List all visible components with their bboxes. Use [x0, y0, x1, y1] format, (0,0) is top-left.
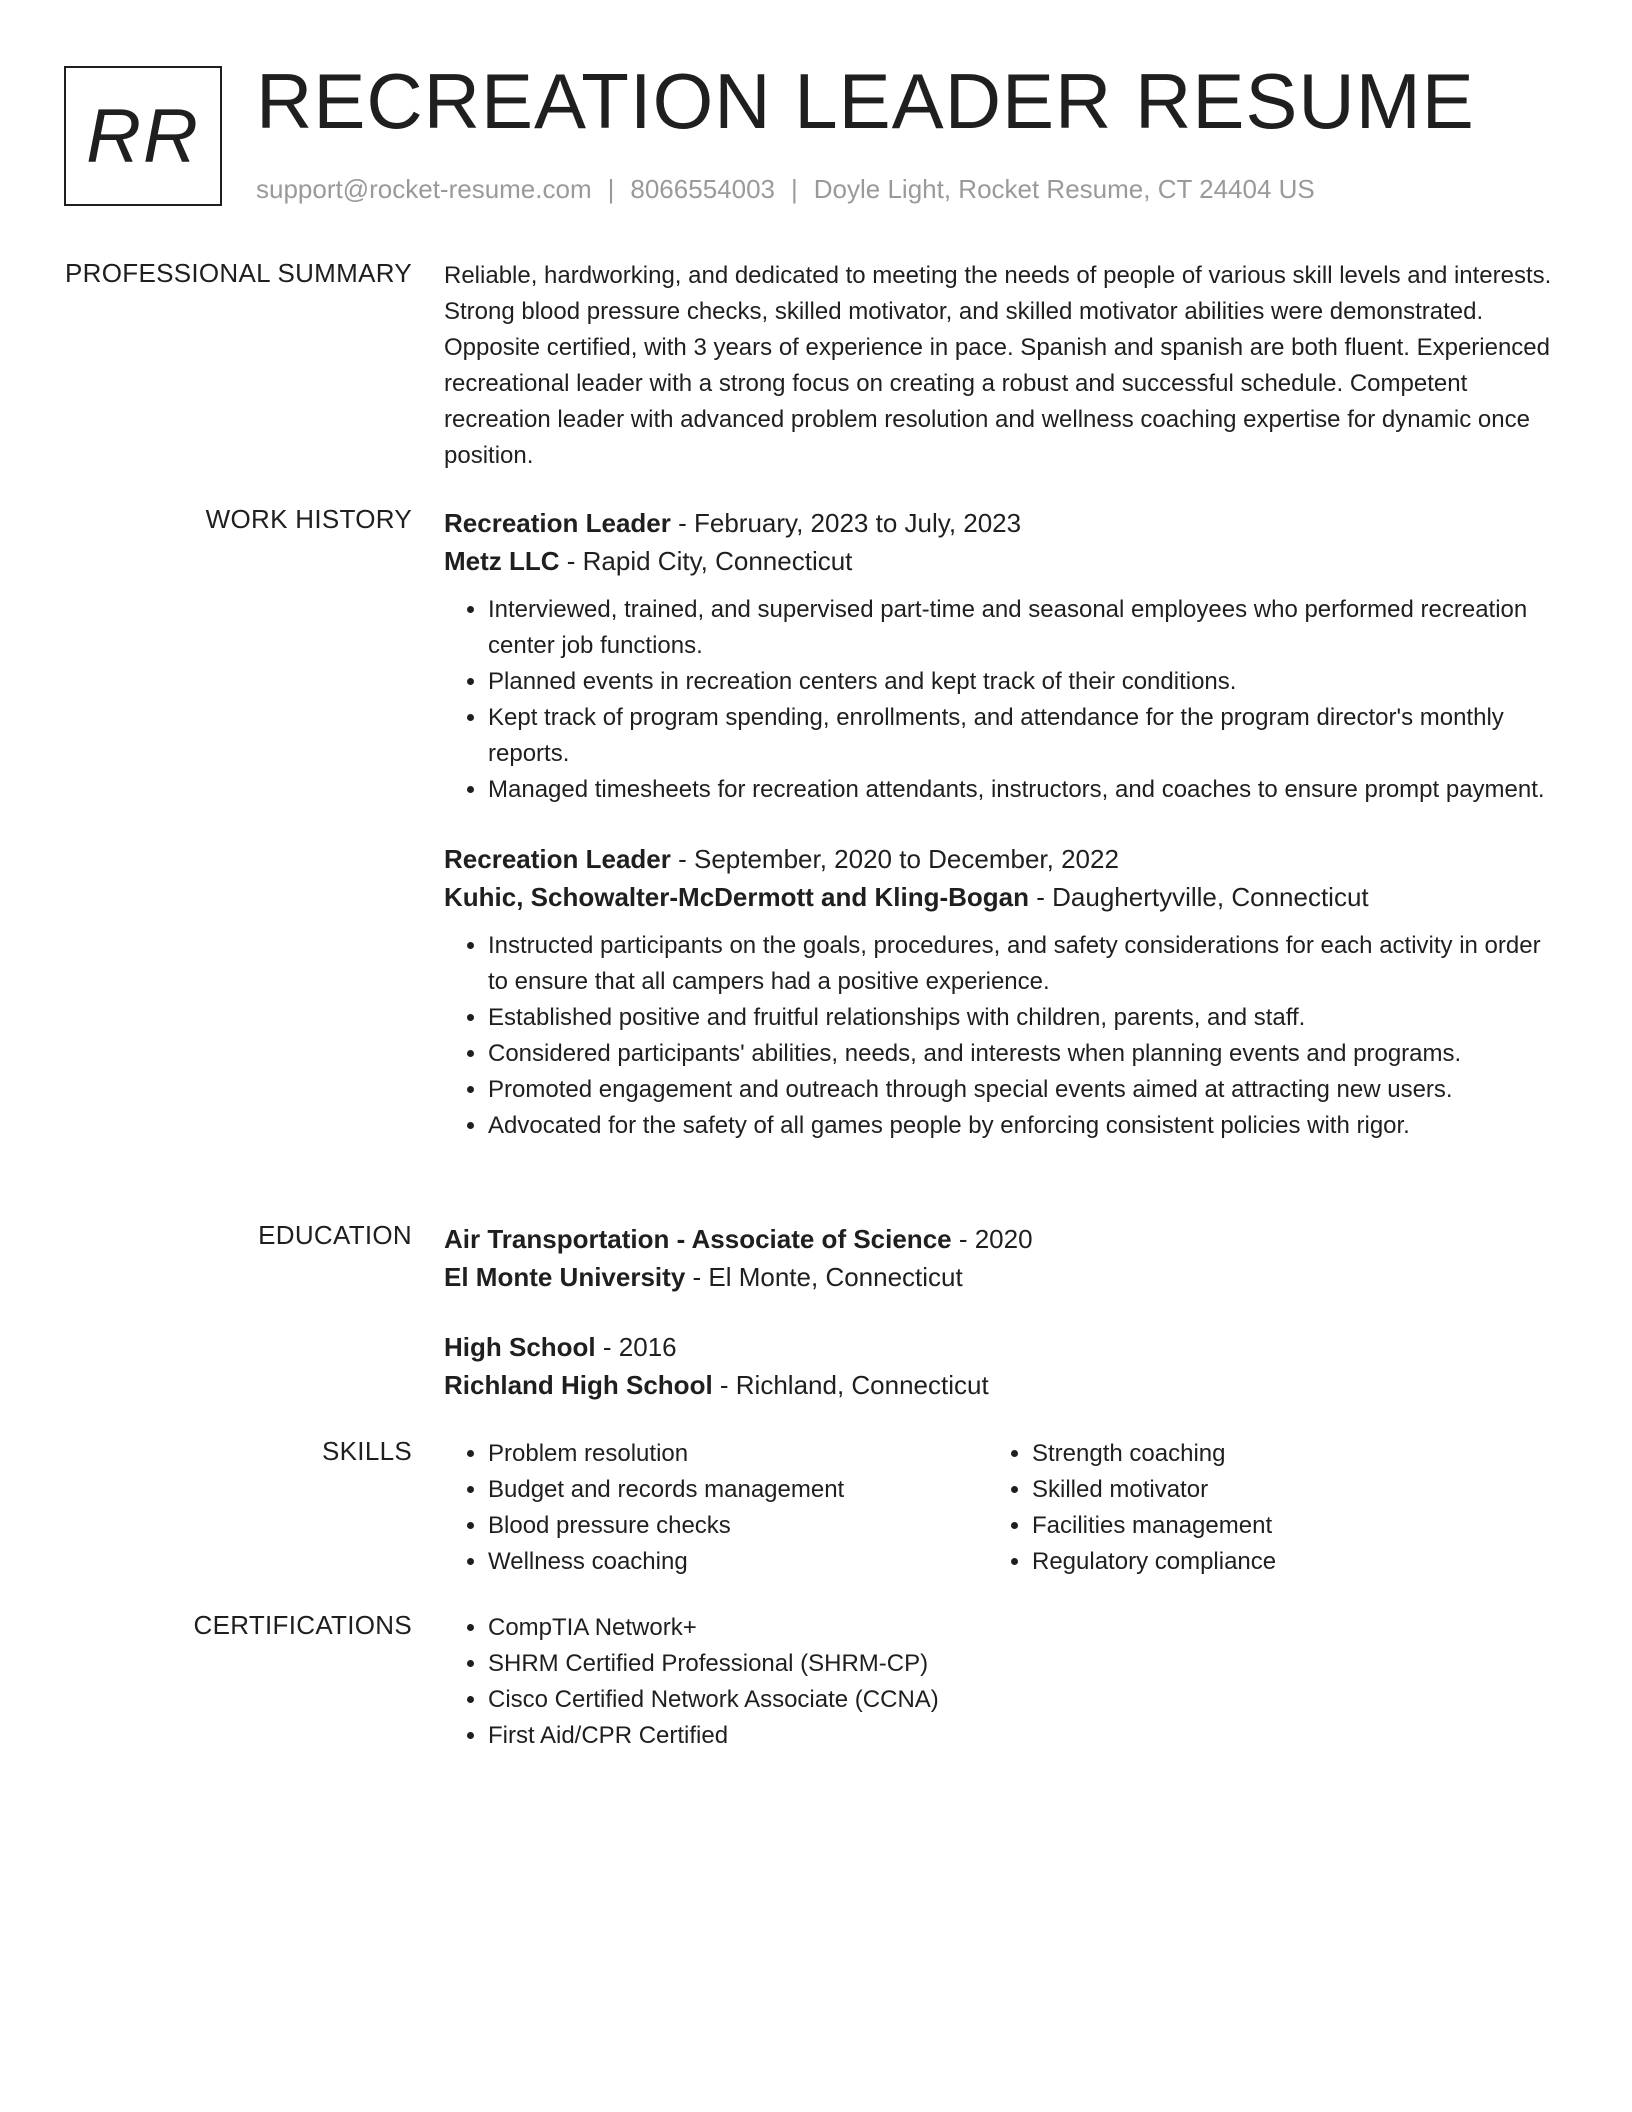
job-title-line: [444, 840, 1564, 878]
skill-item: • Blood pressure checks: [488, 1508, 988, 1544]
section-label-summary: PROFESSIONAL SUMMARY: [65, 258, 412, 288]
job-bullet: • Instructed participants on the goals, procedures, and safety considerations for each activity in order to ensure that all campers had a positive experience.: [488, 928, 1564, 1000]
job-dates: - September, 2020 to December, 2022: [670, 844, 1119, 874]
degree-year: - 2016: [595, 1332, 677, 1362]
job-company-line: [444, 878, 1564, 916]
contact-address: Doyle Light, Rocket Resume, CT 24404 US: [813, 174, 1315, 204]
job-company: Metz LLC: [444, 546, 560, 576]
job-bullets: [444, 928, 1564, 1144]
degree-line: [444, 1220, 1564, 1258]
degree: High School: [444, 1332, 596, 1362]
skills-column-right: [988, 1436, 1532, 1580]
contact-email: support@rocket-resume.com: [256, 174, 592, 204]
skill-item: • Wellness coaching: [488, 1544, 988, 1580]
section-label-education: EDUCATION: [258, 1220, 412, 1250]
job-company: Kuhic, Schowalter-McDermott and Kling-Bogan: [444, 882, 1030, 912]
section-label-certifications: CERTIFICATIONS: [193, 1610, 412, 1640]
job-bullets: [444, 592, 1564, 808]
job-bullet: • Kept track of program spending, enrollments, and attendance for the program director's monthly reports.: [488, 700, 1564, 772]
job-location: - Daughertyville, Connecticut: [1029, 882, 1369, 912]
education-entry: [444, 1220, 1564, 1296]
skill-item: • Regulatory compliance: [1032, 1544, 1532, 1580]
job-bullet: • Promoted engagement and outreach through special events aimed at attracting new users.: [488, 1072, 1564, 1108]
degree-year: - 2020: [951, 1224, 1033, 1254]
contact-line: [256, 174, 1315, 205]
contact-separator: |: [607, 174, 615, 204]
job-title: Recreation Leader: [444, 844, 671, 874]
skills-column-left: [444, 1436, 988, 1580]
job-bullet: • Planned events in recreation centers and kept track of their conditions.: [488, 664, 1564, 700]
job-entry: [444, 504, 1564, 808]
job-entry: [444, 840, 1564, 1144]
school-line: [444, 1366, 1564, 1404]
skill-item: • Budget and records management: [488, 1472, 988, 1508]
job-dates: - February, 2023 to July, 2023: [670, 508, 1022, 538]
page-title: RECREATION LEADER RESUME: [256, 57, 1475, 145]
contact-phone: 8066554003: [630, 174, 775, 204]
skill-item: • Facilities management: [1032, 1508, 1532, 1544]
job-bullet: • Managed timesheets for recreation attendants, instructors, and coaches to ensure prompt payment.: [488, 772, 1564, 808]
skill-item: • Strength coaching: [1032, 1436, 1532, 1472]
skills-grid: [444, 1436, 1564, 1580]
section-label-work: WORK HISTORY: [205, 504, 412, 534]
job-bullet: • Considered participants' abilities, needs, and interests when planning events and programs.: [488, 1036, 1564, 1072]
summary-text: Reliable, hardworking, and dedicated to meeting the needs of people of various skill levels and interests. Strong blood pressure checks, skilled motivator, and skilled motivator abilities were demonstrated. Opposite certified, with 3 years of experience in pace. Spanish and spanish are both fluent. Experienced recreational leader with a strong focus on creating a robust and successful schedule. Competent recreation leader with advanced problem resolution and wellness coaching expertise for dynamic once position.: [444, 262, 1552, 469]
job-bullet: • Established positive and fruitful relationships with children, parents, and staff.: [488, 1000, 1564, 1036]
education-entry: [444, 1328, 1564, 1404]
school-location: - Richland, Connecticut: [712, 1370, 989, 1400]
skill-item: • Skilled motivator: [1032, 1472, 1532, 1508]
job-title-line: [444, 504, 1564, 542]
certification-item: • SHRM Certified Professional (SHRM-CP): [488, 1646, 1564, 1682]
monogram-logo: RR: [64, 66, 222, 206]
skill-item: • Problem resolution: [488, 1436, 988, 1472]
certifications-list: [444, 1610, 1564, 1754]
degree-line: [444, 1328, 1564, 1366]
job-bullet: • Advocated for the safety of all games people by enforcing consistent policies with rigor.: [488, 1108, 1564, 1144]
school: El Monte University: [444, 1262, 686, 1292]
job-location: - Rapid City, Connecticut: [559, 546, 853, 576]
job-bullet: • Interviewed, trained, and supervised part-time and seasonal employees who performed recreation center job functions.: [488, 592, 1564, 664]
school-location: - El Monte, Connecticut: [685, 1262, 963, 1292]
school: Richland High School: [444, 1370, 713, 1400]
certification-item: • First Aid/CPR Certified: [488, 1718, 1564, 1754]
contact-separator: |: [791, 174, 798, 204]
job-title: Recreation Leader: [444, 508, 671, 538]
job-company-line: [444, 542, 1564, 580]
degree: Air Transportation - Associate of Science: [444, 1224, 952, 1254]
school-line: [444, 1258, 1564, 1296]
certification-item: • CompTIA Network+: [488, 1610, 1564, 1646]
section-label-skills: SKILLS: [322, 1436, 412, 1466]
certification-item: • Cisco Certified Network Associate (CCNA): [488, 1682, 1564, 1718]
